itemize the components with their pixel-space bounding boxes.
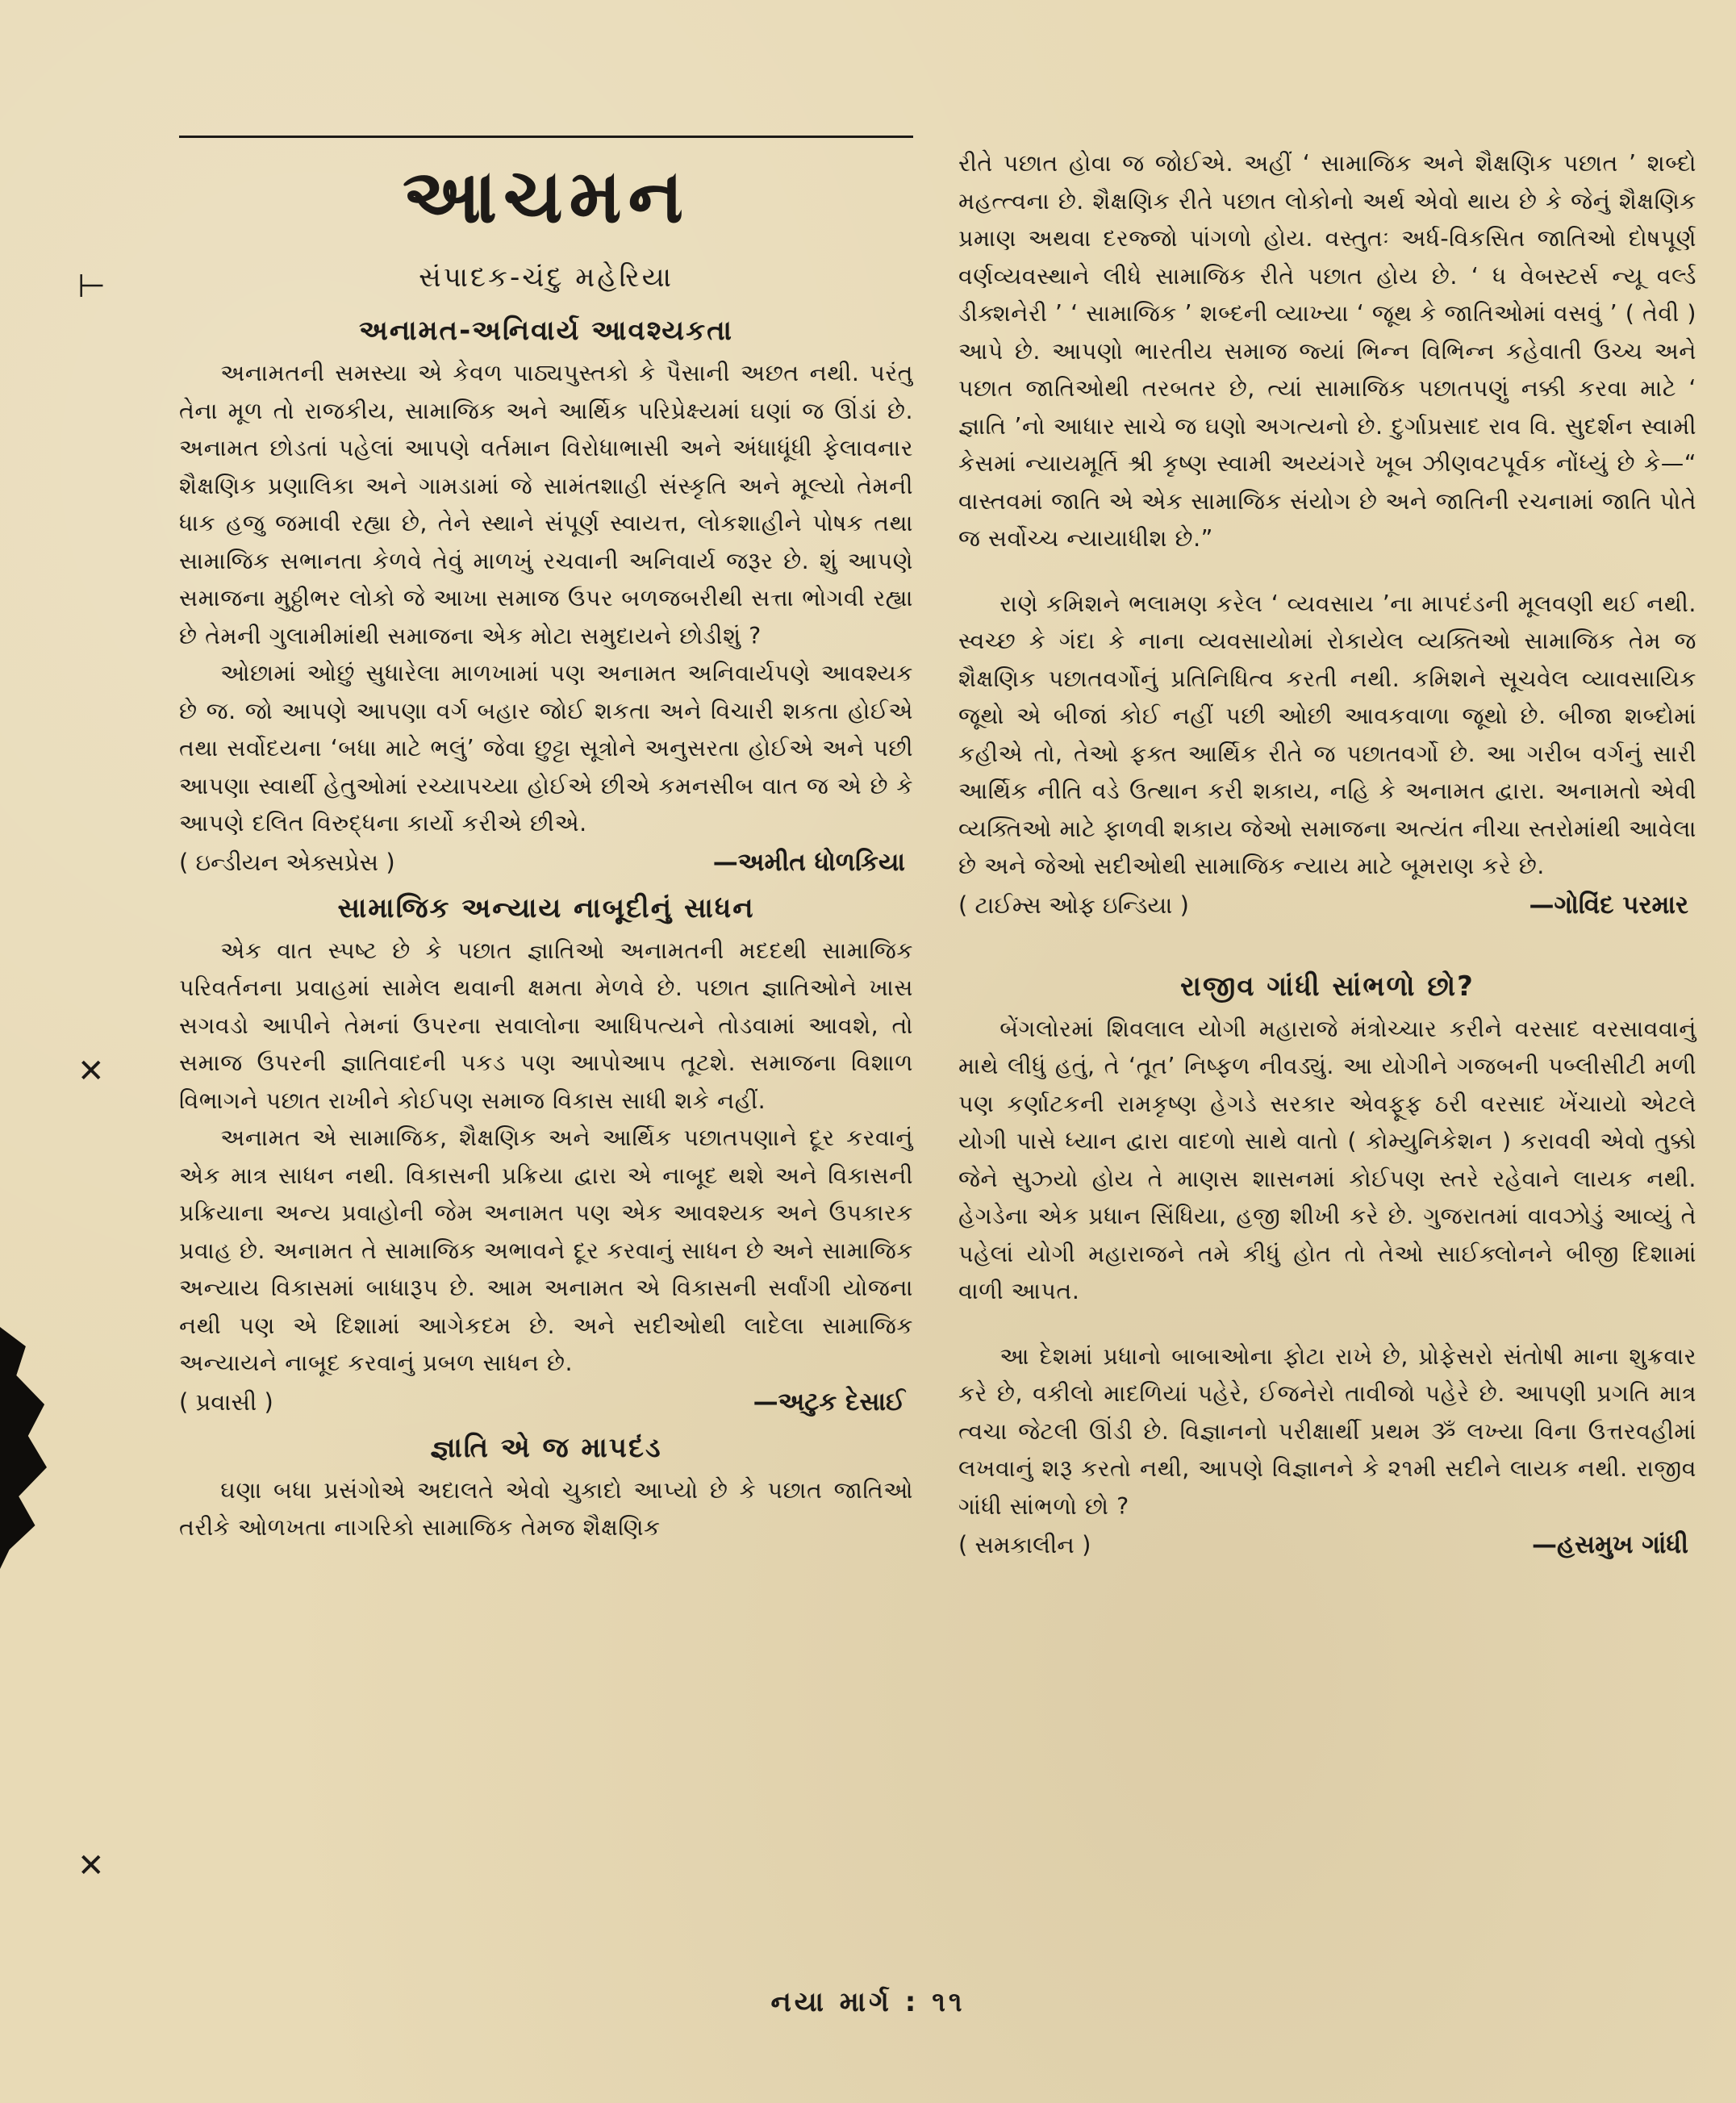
article-paragraph: ઓછામાં ઓછું સુધારેલા માળખામાં પણ અનામત અનિવાર્યપણે આવશ્યક છે જ. જો આપણે આપણા વર્ગ બહાર જોઈ શકતા અને વિચારી શકતા હોઈએ તથા સર્વોદયના ‘બધા માટે ભલું’ જેવા છુટ્ટા સૂત્રોને અનુસરતા હોઈએ અને પછી આપણા સ્વાર્થી હેતુઓમાં રચ્યાપચ્યા હોઈએ છીએ કમનસીબ વાત જ એ છે કે આપણે દલિત વિરુદ્ધના કાર્યો કરીએ છીએ. (179, 660, 913, 837)
article-paragraph: રીતે પછાત હોવા જ જોઈએ. અહીં ‘ સામાજિક અને શૈક્ષણિક પછાત ’ શબ્દો મહત્ત્વના છે. શૈક્ષણિક રીતે પછાત લોકોનો અર્થ એવો થાય છે કે જેનું શૈક્ષણિક પ્રમાણ અથવા દરજ્જો પાંગળો હોય. વસ્તુતઃ અર્ધ-વિકસિત જાતિઓ દોષપૂર્ણ વર્ણવ્યવસ્થાને લીધે સામાજિક રીતે પછાત હોય છે. ‘ ધ વેબસ્ટર્સ ન્યૂ વર્લ્ડ ડીક્શનેરી ’ ‘ સામાજિક ’ શબ્દની વ્યાખ્યા ‘ જૂથ કે જાતિઓમાં વસવું ’ ( તેવી ) આપે છે. આપણો ભારતીય સમાજ જ્યાં ભિન્ન વિભિન્ન કહેવાતી ઉચ્ચ અને પછાત જાતિઓથી તરબતર છે, ત્યાં સામાજિક પછાતપણું નક્કી કરવા માટે ‘ જ્ઞાતિ ’નો આધાર સાચે જ ઘણો અગત્યનો છે. દુર્ગાપ્રસાદ રાવ વિ. સુદર્શન સ્વામી કેસમાં ન્યાયમૂર્તિ શ્રી કૃષ્ણ સ્વામી અય્યંગરે ખૂબ ઝીણવટપૂર્વક નોંધ્યું છે કે—“ વાસ્તવમાં જાતિ એ એક સામાજિક સંયોગ છે અને જાતિની રચનામાં જાતિ પોતે જ સર્વોચ્ચ ન્યાયાધીશ છે.” (958, 150, 1696, 552)
masthead (179, 136, 913, 240)
byline-row (958, 1530, 1696, 1560)
byline-row (958, 891, 1696, 920)
source-name: ( ટાઈમ્સ ઓફ ઇન્ડિયા ) (958, 891, 1189, 919)
author-name: —અમીત ધોળકિયા (712, 847, 905, 877)
article-title: રાજીવ ગાંધી સાંભળો છો? (1180, 970, 1475, 1003)
article-paragraph: આ દેશમાં પ્રધાનો બાબાઓના ફોટા રાખે છે, પ્રોફેસરો સંતોષી માના શુક્રવાર કરે છે, વકીલો માદળિયાં પહેરે, ઈજનેરો તાવીજો પહેરે છે. આપણી પ્રગતિ માત્ર ત્વચા જેટલી ઊંડી છે. વિજ્ઞાનનો પરીક્ષાર્થી પ્રથમ ૐ લખ્યા વિના ઉત્તરવહીમાં લખવાનું શરૂ કરતો નથી, આપણે વિજ્ઞાનને કે ૨૧મી સદીને લાયક નથી. રાજીવ ગાંધી સાંભળો છો ? (958, 1342, 1696, 1520)
margin-mark: ⊢ (77, 268, 106, 305)
article (179, 1432, 913, 1547)
author-name: —ગોવિંદ પરમાર (1529, 890, 1688, 920)
author-name: —અટુક દેસાઈ (753, 1387, 905, 1417)
editor-credit: સંપાદક-ચંદુ મહેરિયા (419, 261, 674, 294)
article-paragraph: અનામતની સમસ્યા એ કેવળ પાઠ્યપુસ્તકો કે પૈસાની અછત નથી. પરંતુ તેના મૂળ તો રાજકીય, સામાજિક અને આર્થિક પરિપ્રેક્ષ્યમાં ઘણાં જ ઊંડાં છે. અનામત છોડતાં પહેલાં આપણે વર્તમાન વિરોધાભાસી અને અંધાધૂંધી ફેલાવનાર શૈક્ષણિક પ્રણાલિકા અને ગામડામાં જે સામંતશાહી સંસ્કૃતિ અને મૂલ્યો તેમની ધાક હજુ જમાવી રહ્યા છે, તેને સ્થાને સંપૂર્ણ સ્વાયત્ત, લોકશાહીને પોષક તથા સામાજિક સભાનતા કેળવે તેવું માળખું રચવાની અનિવાર્ય જરૂર છે. શું આપણે સમાજના મુઠ્ઠીભર લોકો જે આખા સમાજ ઉપર બળજબરીથી સત્તા ભોગવી રહ્યા છે તેમની ગુલામીમાંથી સમાજના એક મોટા સમુદાયને છોડીશું ? (179, 360, 913, 649)
byline-row (179, 1387, 913, 1417)
author-name: —હસમુખ ગાંધી (1531, 1530, 1688, 1559)
source-name: ( સમકાલીન ) (958, 1531, 1091, 1558)
section-title-achman: આચમન (402, 153, 691, 240)
article-title: અનામત-અનિવાર્ય આવશ્યકતા (359, 315, 733, 348)
margin-mark: ✕ (77, 1847, 105, 1884)
article-paragraph: બેંગલોરમાં શિવલાલ યોગી મહારાજે મંત્રોચ્ચાર કરીને વરસાદ વરસાવવાનું માથે લીધું હતું, તે ‘તૂત’ નિષ્ફળ નીવડ્યું. આ યોગીને ગજબની પબ્લીસીટી મળી પણ કર્ણાટકની રામકૃષ્ણ હેગડે સરકાર એવફૂફ ઠરી વરસાદ ખેંચાયો એટલે યોગી પાસે ધ્યાન દ્વારા વાદળો સાથે વાતો ( કોમ્યુનિકેશન ) કરાવવી એવો તુક્કો જેને સુઝ્યો હોય તે માણસ શાસનમાં કોઈપણ સ્તરે રહેવાને લાયક નથી. હેગડેના એક પ્રધાન સિંધિયા, હજી શીખી કરે છે. ગુજરાતમાં વાવઝોડું આવ્યું તે પહેલાં યોગી મહારાજને તમે કીધું હોત તો તેઓ સાઈક્લોનને બીજી દિશામાં વાળી આપત. (958, 1015, 1696, 1304)
article-title: જ્ઞાતિ એ જ માપદંડ (430, 1431, 662, 1464)
page-footer: નયા માર્ગ : ૧૧ (770, 1986, 966, 2018)
torn-edge (0, 1327, 47, 1569)
left-column (179, 136, 913, 1547)
article (958, 970, 1696, 1561)
article (179, 315, 913, 878)
article-paragraph: એક વાત સ્પષ્ટ છે કે પછાત જ્ઞાતિઓ અનામતની મદદથી સામાજિક પરિવર્તનના પ્રવાહમાં સામેલ થવાની ક્ષમતા મેળવે છે. પછાત જ્ઞાતિઓને ખાસ સગવડો આપીને તેમનાં ઉપરના સવાલોના આધિપત્યને તોડવામાં આવશે, તો સમાજ ઉપરની જ્ઞાતિવાદની પકડ પણ આપોઆપ તૂટશે. સમાજના વિશાળ વિભાગને પછાત રાખીને કોઈપણ સમાજ વિકાસ સાધી શકે નહીં. (179, 937, 913, 1114)
source-name: ( ઇન્ડીયન એક્સપ્રેસ ) (179, 848, 395, 876)
article-paragraph: ઘણા બધા પ્રસંગોએ અદાલતે એવો ચુકાદો આપ્યો છે કે પછાત જાતિઓ તરીકે ઓળખતા નાગરિકો સામાજિક તેમજ શૈક્ષણિક (179, 1476, 913, 1542)
article-title: સામાજિક અન્યાય નાબૂદીનું સાધન (337, 891, 755, 924)
article-paragraph: રાણે કમિશને ભલામણ કરેલ ‘ વ્યવસાય ’ના માપદંડની મૂલવણી થઈ નથી. સ્વચ્છ કે ગંદા કે નાના વ્યવસાયોમાં રોકાયેલ વ્યક્તિઓ સામાજિક તેમ જ શૈક્ષણિક પછાતવર્ગોનું પ્રતિનિધિત્વ કરતી નથી. કમિશને સૂચવેલ વ્યાવસાયિક જૂથો એ બીજાં કોઈ નહીં પછી ઓછી આવકવાળા જૂથો છે. બીજા શબ્દોમાં કહીએ તો, તેઓ ફક્ત આર્થિક રીતે જ પછાતવર્ગો છે. આ ગરીબ વર્ગનું સારી આર્થિક નીતિ વડે ઉત્થાન કરી શકાય, નહિ કે અનામત દ્વારા. અનામતો એવી વ્યક્તિઓ માટે ફાળવી શકાય જેઓ સમાજના અત્યંત નીચા સ્તરોમાંથી આવેલા છે અને જેઓ સદીઓથી સામાજિક ન્યાય માટે બૂમરાણ કરે છે. (958, 590, 1696, 879)
margin-mark: ✕ (77, 1053, 105, 1090)
right-column (958, 145, 1696, 1575)
byline-row (179, 848, 913, 878)
source-name: ( પ્રવાસી ) (179, 1387, 273, 1416)
article-paragraph: અનામત એ સામાજિક, શૈક્ષણિક અને આર્થિક પછાતપણાને દૂર કરવાનું એક માત્ર સાધન નથી. વિકાસની પ્રક્રિયા દ્વારા એ નાબૂદ થશે અને વિકાસની પ્રક્રિયાના અન્ય પ્રવાહોની જેમ અનામત પણ એક આવશ્યક અને ઉપકારક પ્રવાહ છે. અનામત તે સામાજિક અભાવને દૂર કરવાનું સાધન છે અને સામાજિક અન્યાય વિકાસમાં બાધારૂપ છે. આમ અનામત એ વિકાસની સર્વાંગી યોજના નથી પણ એ દિશામાં આગેકદમ છે. અને સદીઓથી લાદેલા સામાજિક અન્યાયને નાબૂદ કરવાનું પ્રબળ સાધન છે. (179, 1125, 913, 1377)
article (179, 892, 913, 1417)
